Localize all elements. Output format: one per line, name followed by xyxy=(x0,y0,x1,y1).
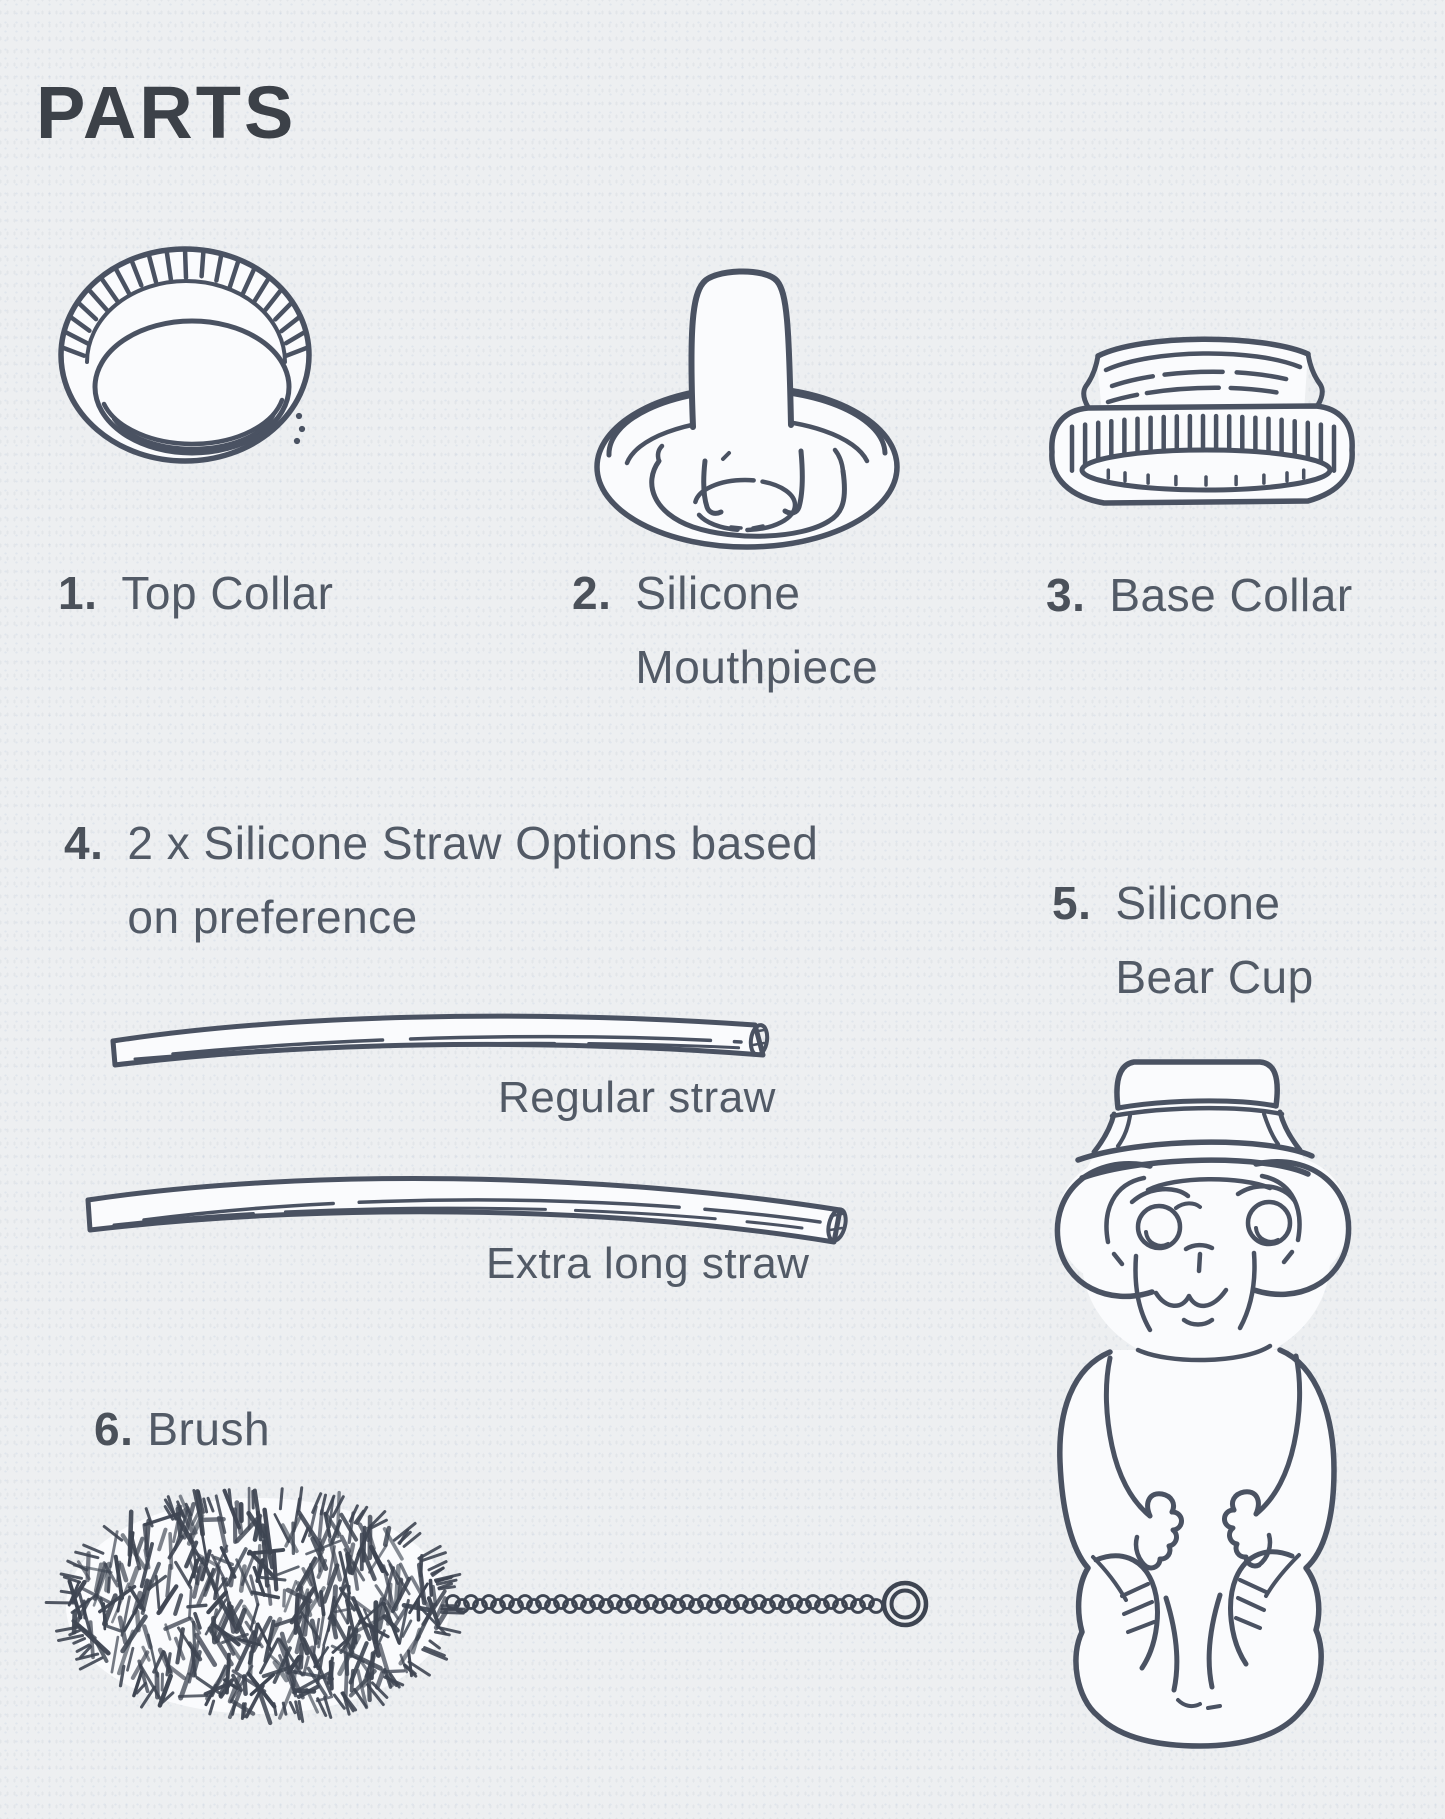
part-label-straws xyxy=(64,806,818,954)
part-label-base-collar xyxy=(1046,558,1353,632)
regular-straw-caption: Regular straw xyxy=(498,1073,776,1122)
part-label-text: Top Collar xyxy=(121,567,334,619)
part-label-bear-cup xyxy=(1052,866,1314,1014)
part-label-mouthpiece xyxy=(572,556,878,704)
part-label-text: 2 x Silicone Straw Options based on preference xyxy=(127,817,819,943)
part-label-text: Silicone Bear Cup xyxy=(1115,877,1314,1003)
part-label-text: Silicone Mouthpiece xyxy=(635,567,879,693)
part-number: 2. xyxy=(572,567,612,619)
part-number: 4. xyxy=(64,817,104,869)
base-collar-illustration xyxy=(1042,312,1364,512)
extra-long-straw-caption: Extra long straw xyxy=(486,1239,810,1288)
part-label-brush xyxy=(94,1392,270,1466)
top-collar-illustration xyxy=(52,236,318,471)
part-label-top-collar xyxy=(58,556,333,630)
regular-straw-illustration xyxy=(103,993,803,1085)
silicone-mouthpiece-illustration xyxy=(585,255,905,555)
part-number: 6. xyxy=(94,1403,134,1455)
brush-illustration xyxy=(53,1478,948,1748)
part-number: 1. xyxy=(58,567,98,619)
silicone-bear-cup-illustration xyxy=(1026,1050,1366,1750)
page-title: PARTS xyxy=(36,71,297,154)
part-number: 3. xyxy=(1046,569,1086,621)
part-label-text: Brush xyxy=(147,1403,271,1455)
part-number: 5. xyxy=(1052,877,1092,929)
part-label-text: Base Collar xyxy=(1109,569,1353,621)
